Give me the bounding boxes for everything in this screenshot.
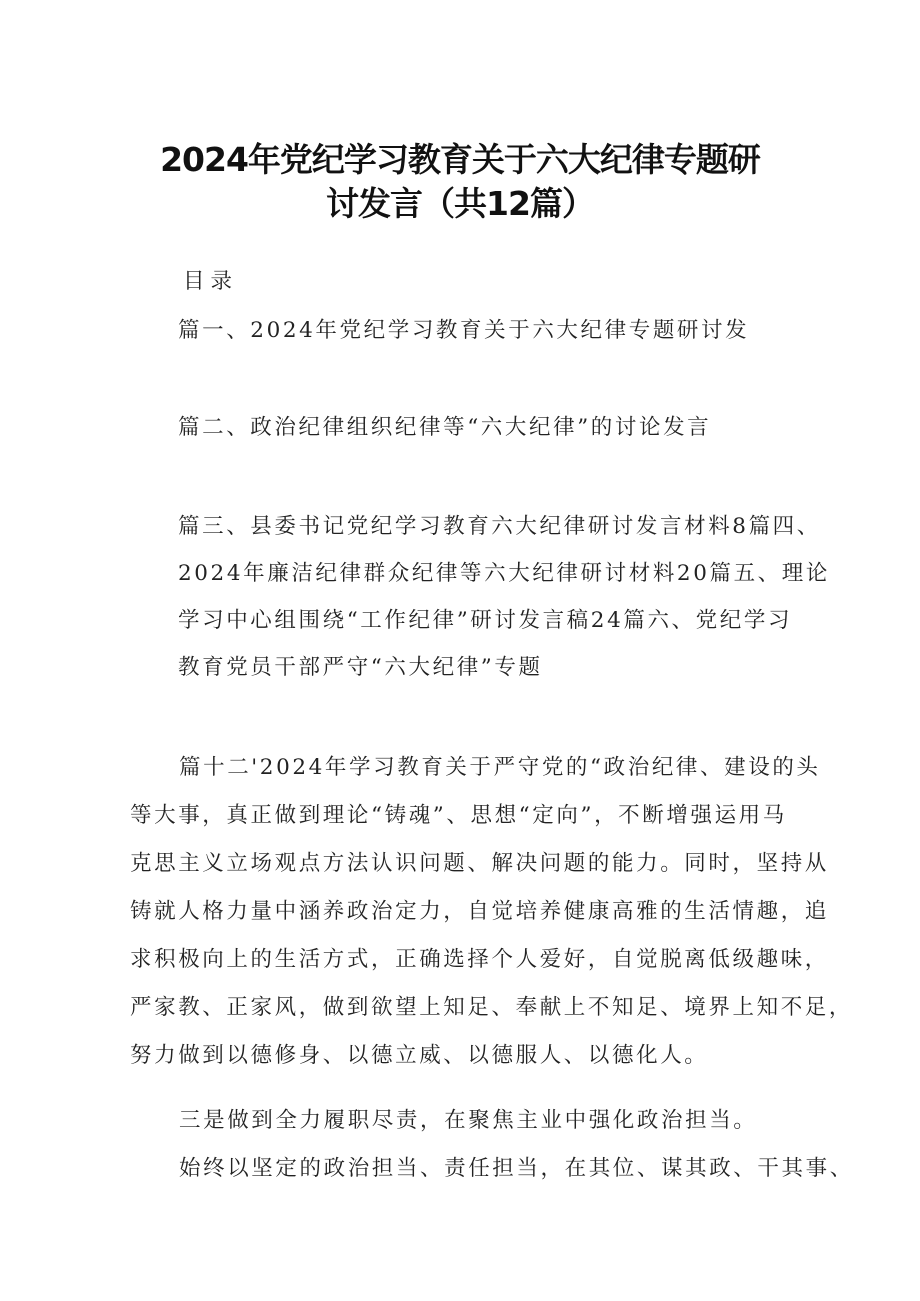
- toc-item-1: 篇一、2024年党纪学习教育关于六大纪律专题研讨发: [178, 318, 750, 343]
- toc-line: 学习中心组围绕“工作纪律”研讨发言稿24篇六、党纪学习: [178, 608, 793, 633]
- paragraph-line: 铸就人格力量中涵养政治定力，自觉培养健康高雅的生活情趣，追: [130, 899, 829, 924]
- toc-line: 教育党员干部严守“六大纪律”专题: [178, 655, 543, 680]
- paragraph-line: 严家教、正家风，做到欲望上知足、奉献上不知足、境界上知不足，: [130, 995, 854, 1020]
- paragraph-start-line: 始终以坚定的政治担当、责任担当，在其位、谋其政、干其事、: [179, 1156, 854, 1181]
- title-line-2: 讨发言（共12篇）: [326, 184, 594, 223]
- toc-item-2: 篇二、政治纪律组织纪律等“六大纪律”的讨论发言: [178, 415, 712, 440]
- document-title: [120, 138, 800, 226]
- toc-heading: 目录: [183, 269, 239, 294]
- paragraph-line: 努力做到以德修身、以德立威、以德服人、以德化人。: [130, 1043, 709, 1068]
- toc-item-group: [178, 503, 830, 691]
- toc-line: 2024年廉洁纪律群众纪律等六大纪律研讨材料20篇五、理论: [178, 561, 830, 586]
- paragraph-line: 篇十二'2024年学习教育关于严守党的“政治纪律、建设的头: [179, 755, 821, 780]
- paragraph-line: 求积极向上的生活方式，正确选择个人爱好，自觉脱离低级趣味，: [130, 947, 829, 972]
- paragraph-line: 克思主义立场观点方法认识问题、解决问题的能力。同时，坚持从: [130, 851, 829, 876]
- title-line-1: 2024年党纪学习教育关于六大纪律专题研: [160, 140, 760, 179]
- paragraph-line: 等大事，真正做到理论“铸魂”、思想“定向”，不断增强运用马: [130, 803, 787, 828]
- section-heading-three: 三是做到全力履职尽责，在聚焦主业中强化政治担当。: [179, 1108, 758, 1133]
- toc-line: 篇三、县委书记党纪学习教育六大纪律研讨发言材料8篇四、: [178, 514, 821, 539]
- body-paragraph: [130, 744, 853, 1080]
